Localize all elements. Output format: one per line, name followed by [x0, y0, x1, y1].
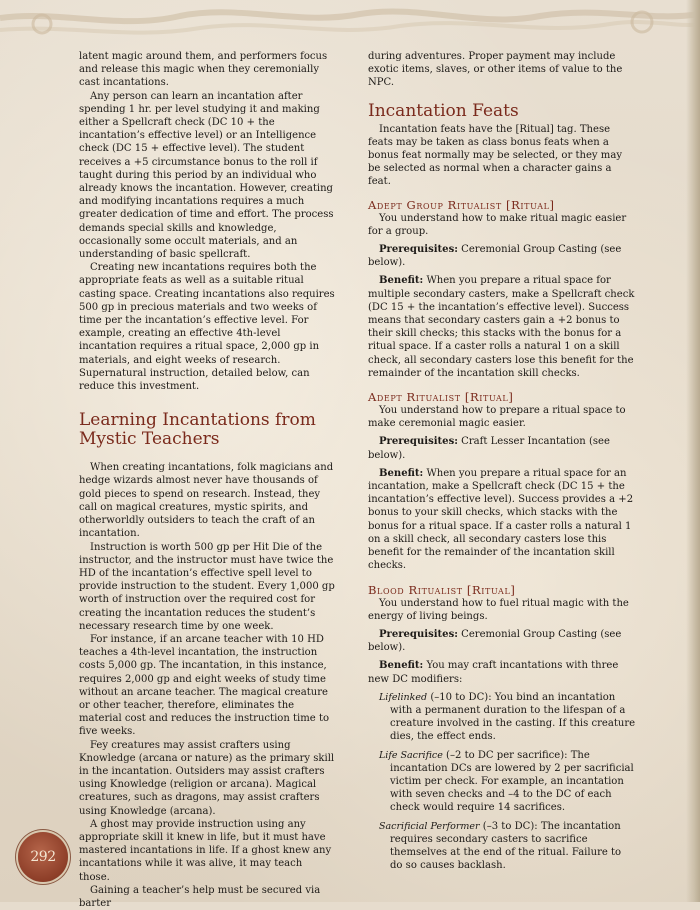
feat-description: You understand how to prepare a ritual space to make ceremonial magic easier. [368, 405, 626, 430]
modifier-name: Lifelinked [379, 691, 428, 703]
feat-description: You understand how to make ritual magic easier for a group. [368, 212, 627, 237]
modifier-text: (–2 to DC per sacrifice): The incantation DCs are lowered by 2 per sacrificial victim per check. For example, an incantation with seven checks and –4 to the DC of each check would require 14 sacrifices. [390, 749, 634, 814]
dc-modifier-life-sacrifice [379, 749, 636, 815]
prereq-label: Prerequisites: [379, 628, 458, 640]
paragraph: Any person can learn an incantation after spending 1 hr. per level studying it and making either a Spellcraft check (DC 10 + the incantation’s effective level) or an Intelligence check (DC 15 + effective level). The student receives a +5 circumstance bonus to the roll if taught during this period by an individual who already knows the incantation. However, creating and modifying incantations requires a much greater dedication of time and effort. The process demands special skills and knowledge, occasionally some occult materials, and an understanding of basic spellcraft. [79, 90, 334, 261]
feat-title-blood-ritualist: Blood Ritualist [Ritual] [368, 582, 516, 597]
page-number: 292 [30, 849, 56, 865]
prereq-label: Prerequisites: [379, 244, 458, 256]
modifier-name: Life Sacrifice [379, 749, 443, 761]
section-heading-incantation-feats: Incantation Feats [368, 100, 519, 121]
section-heading-mystic-teachers: Learning Incantations from Mystic Teachers [79, 410, 316, 450]
modifier-text: (–3 to DC): The incantation requires secondary casters to sacrifice themselves at the end of the ritual. Failure to do so causes backlash. [390, 820, 622, 872]
feat-title-adept-ritualist: Adept Ritualist [Ritual] [368, 390, 514, 405]
feat-benefit [368, 274, 636, 380]
dc-modifier-list [368, 691, 636, 873]
modifier-name: Sacrificial Performer [379, 820, 480, 832]
left-column [79, 50, 335, 910]
feat-benefit [368, 659, 636, 685]
page-number-badge [18, 832, 68, 882]
feat-prerequisites [368, 435, 636, 461]
right-column [368, 50, 636, 872]
benefit-label: Benefit: [379, 275, 424, 287]
feat-benefit [368, 467, 636, 573]
benefit-text: When you prepare a ritual space for multiple secondary casters, make a Spellcraft check (DC 15 + the incantation’s effective level). Success means that secondary casters gain a +2 bonus to their skill checks; this stacks with the bonus for a ritual space. If a caster rolls a natural 1 on a skill check, all secondary casters lose this benefit for the remainder of the incantation skill checks. [368, 275, 635, 379]
modifier-text: (–10 to DC): You bind an incantation with a permanent duration to the lifespan of a creature involved in the casting. If this creature dies, the effect ends. [390, 691, 636, 743]
prereq-text: Craft Lesser Incantation (see below). [368, 436, 610, 461]
paragraph: Instruction is worth 500 gp per Hit Die of the instructor, and the instructor must have twice the HD of the incantation’s effective spell level to provide instruction to the student. Every 1,000 gp worth of instruction over the required cost for creating the incantation reduces the student’s necessary research time by one week. [79, 541, 335, 632]
benefit-text: You may craft incantations with three new DC modifiers: [368, 660, 619, 685]
page-edge-shadow [686, 0, 700, 902]
feat-description: You understand how to fuel ritual magic with the energy of living beings. [368, 597, 629, 622]
feat-prerequisites [368, 243, 636, 269]
paragraph: Creating new incantations requires both the appropriate feats as well as a suitable ritual casting space. Creating incantations also requires 500 gp in precious materials and two weeks of time per the incantation’s effective level. For example, creating an effective 4th-level incantation requires a ritual space, 2,000 gp in materials, and eight weeks of research. Supernatural instruction, detailed below, can reduce this investment. [79, 262, 335, 393]
dc-modifier-sacrificial-performer [379, 820, 636, 873]
paragraph: Incantation feats have the [Ritual] tag. These feats may be taken as class bonus feats when a bonus feat normally may be selected, or they may be selected as normal when a character gains a feat. [368, 123, 622, 188]
prereq-text: Ceremonial Group Casting (see below). [368, 244, 622, 269]
prereq-text: Ceremonial Group Casting (see below). [368, 628, 622, 654]
benefit-label: Benefit: [379, 660, 424, 672]
paragraph: A ghost may provide instruction using any appropriate skill it knew in life, but it must have mastered incantations in life. If a ghost knew any incantations while it was alive, it may teach those. [79, 818, 332, 883]
benefit-text: When you prepare a ritual space for an incantation, make a Spellcraft check (DC 15 + the incantation’s effective level). Success provides a +2 bonus to your skill checks, which stacks with the bonus for a ritual space. If a caster rolls a natural 1 on a skill check, all secondary casters lose this benefit for the remainder of the incantation skill checks. [368, 467, 634, 572]
paragraph: latent magic around them, and performers focus and release this magic when they ceremonially cast incantations. [79, 51, 328, 89]
dc-modifier-lifelinked [379, 691, 636, 744]
paragraph: For instance, if an arcane teacher with 10 HD teaches a 4th-level incantation, the instruction costs 5,000 gp. The incantation, in this instance, requires 2,000 gp and eight weeks of study time without an arcane teacher. The magical creature or other teacher, therefore, eliminates the material cost and reduces the instruction time to five weeks. [79, 633, 330, 738]
benefit-label: Benefit: [379, 467, 424, 479]
paragraph: Fey creatures may assist crafters using Knowledge (arcana or nature) as the primary skill in the incantation. Outsiders may assist crafters using Knowledge (religion or arcana). Magical creatures, such as dragons, may assist crafters using Knowledge (arcana). [79, 739, 335, 817]
feat-prerequisites [368, 628, 636, 654]
feat-title-adept-group-ritualist: Adept Group Ritualist [Ritual] [368, 197, 555, 212]
paragraph: Gaining a teacher’s help must be secured via barter [79, 884, 321, 909]
paragraph: When creating incantations, folk magicians and hedge wizards almost never have thousands of gold pieces to spend on research. Instead, they call on magical creatures, mystic spirits, and otherworldly outsiders to teach the craft of an incantation. [79, 462, 334, 540]
prereq-label: Prerequisites: [379, 436, 458, 448]
paragraph: during adventures. Proper payment may include exotic items, slaves, or other items of value to the NPC. [368, 51, 623, 89]
